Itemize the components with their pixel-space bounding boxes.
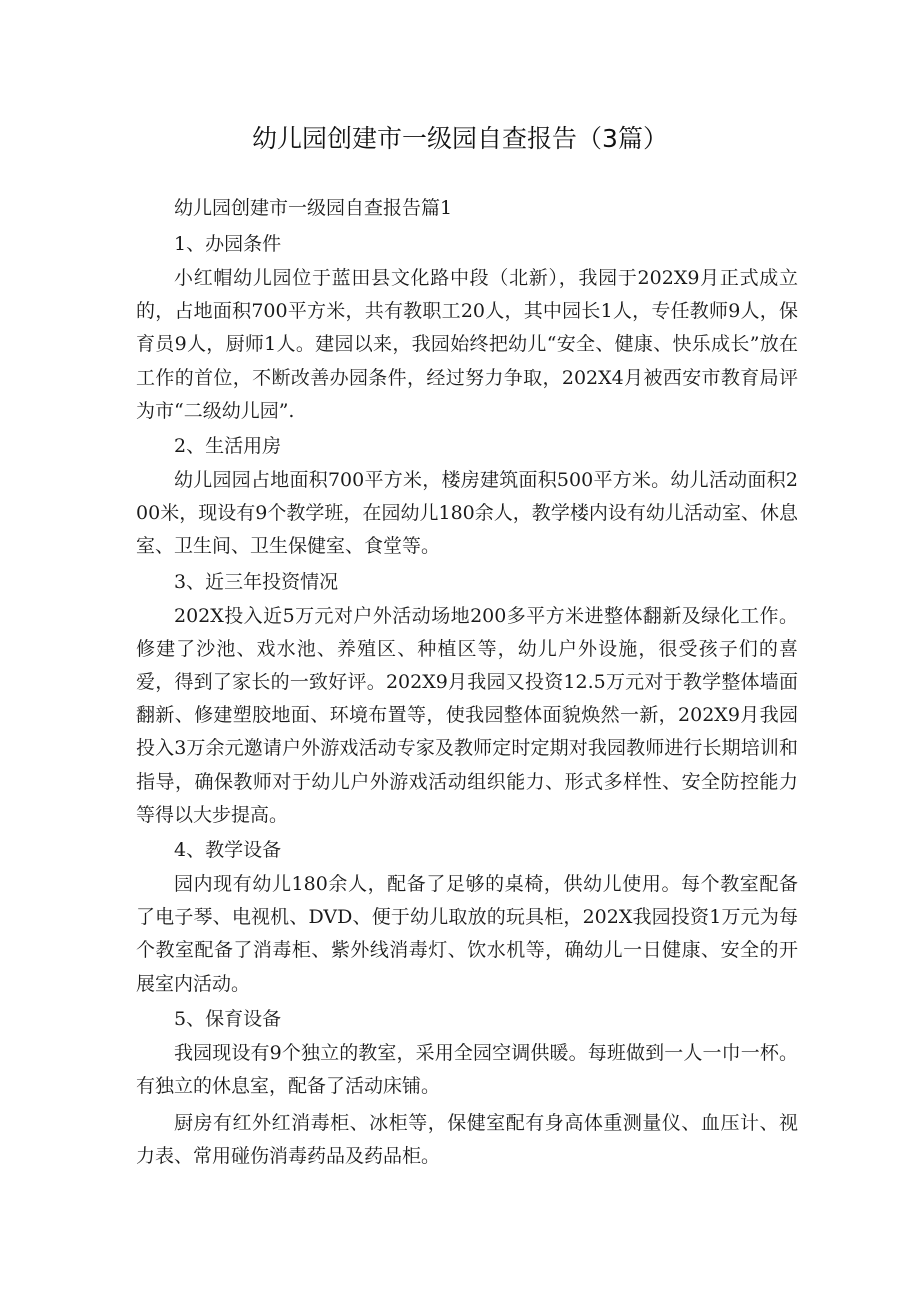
section-heading: 4、教学设备 xyxy=(174,839,282,862)
section-paragraph: 小红帽幼儿园位于蓝田县文化路中段（北新），我园于202X9月正式成立的，占地面积700平方米，共有教职工20人，其中园长1人，专任教师9人，保育员9人，厨师1人。建园以来，我园始终把幼儿“安全、健康、快乐成长”放在工作的首位，不断改善办园条件，经过努力争取，202X4月被西安市教育局评为市“二级幼儿园”. xyxy=(136,267,798,422)
document-title: 幼儿园创建市一级园自查报告（3篇） xyxy=(252,124,668,153)
section-heading: 5、保育设备 xyxy=(174,1007,282,1030)
document-body xyxy=(136,190,798,1174)
section-paragraph: 园内现有幼儿180余人，配备了足够的桌椅，供幼儿使用。每个教室配备了电子琴、电视机、DVD、便于幼儿取放的玩具柜，202X我园投资1万元为每个教室配备了消毒柜、紫外线消毒灯、饮水机等，确幼儿一日健康、安全的开展室内活动。 xyxy=(136,873,798,995)
section-paragraph: 我园现设有9个独立的教室，采用全园空调供暖。每班做到一人一巾一杯。有独立的休息室，配备了活动床铺。 xyxy=(136,1041,798,1098)
section-heading: 3、近三年投资情况 xyxy=(174,570,339,593)
section-paragraph: 幼儿园园占地面积700平方米，楼房建筑面积500平方米。幼儿活动面积200米，现设有9个教学班，在园幼儿180余人，教学楼内设有幼儿活动室、休息室、卫生间、卫生保健室、食堂等。 xyxy=(136,469,798,558)
section-paragraph: 厨房有红外红消毒柜、冰柜等，保健室配有身高体重测量仪、血压计、视力表、常用碰伤消毒药品及药品柜。 xyxy=(136,1112,798,1168)
section-heading: 2、生活用房 xyxy=(174,435,282,458)
report-subtitle: 幼儿园创建市一级园自查报告篇1 xyxy=(174,197,453,219)
section-heading: 1、办园条件 xyxy=(174,233,282,255)
section-paragraph: 202X投入近5万元对户外活动场地200多平方米进整体翻新及绿化工作。修建了沙池、戏水池、养殖区、种植区等，幼儿户外设施，很受孩子们的喜爱，得到了家长的一致好评。202X9月我园又投资12.5万元对于教学整体墙面翻新、修建塑胶地面、环境布置等，使我园整体面貌焕然一新，202X9月我园投入3万余元邀请户外游戏活动专家及教师定时定期对我园教师进行长期培训和指导，确保教师对于幼儿户外游戏活动组织能力、形式多样性、安全防控能力等得以大步提高。 xyxy=(136,604,798,826)
